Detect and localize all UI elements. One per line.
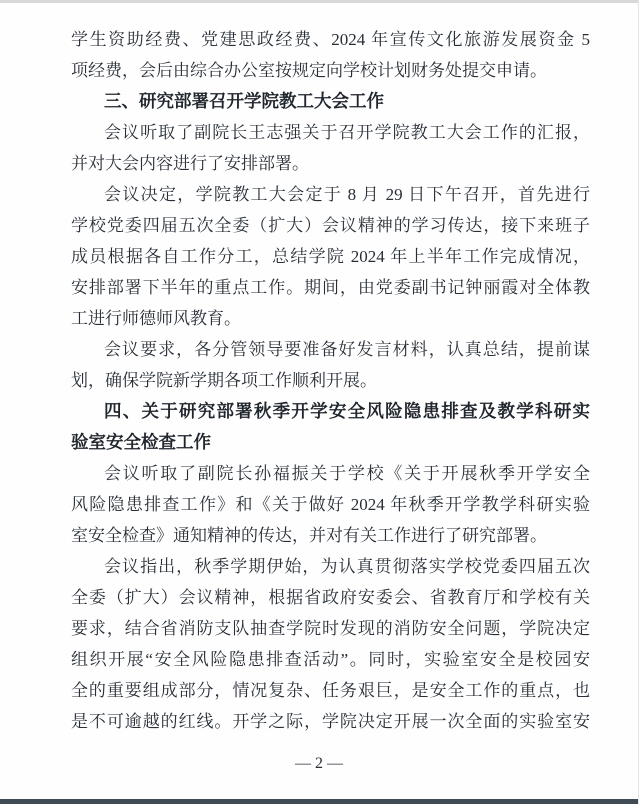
text-line-heading: 四、关于研究部署秋季开学安全风险隐患排查及教学科研实 <box>104 401 590 421</box>
text-line: 并对大会内容进行了安排部署。 <box>71 154 309 173</box>
text-line: 风险隐患排查工作》和《关于做好 2024 年秋季开学教学科研实验 <box>71 495 590 514</box>
scan-edge-bottom <box>0 799 638 804</box>
text-line: 全的重要组成部分，情况复杂、任务艰巨，是安全工作的重点，也 <box>71 681 590 700</box>
text-line: 会议听取了副院长王志强关于召开学院教工大会工作的汇报， <box>104 123 590 142</box>
text-line: 会议指出，秋季学期伊始，为认真贯彻落实学校党委四届五次 <box>104 557 590 576</box>
text-line: 学生资助经费、党建思政经费、2024 年宣传文化旅游发展资金 5 <box>71 30 590 49</box>
text-line: 会议要求，各分管领导要准备好发言材料，认真总结，提前谋 <box>104 340 590 359</box>
text-line: 安排部署下半年的重点工作。期间，由党委副书记钟丽霞对全体教 <box>71 278 590 297</box>
text-line: 会议决定，学院教工大会定于 8 月 29 日下午召开，首先进行 <box>104 185 590 204</box>
text-line: 项经费，会后由综合办公室按规定向学校计划财务处提交申请。 <box>71 61 547 80</box>
text-line: 成员根据各自工作分工，总结学院 2024 年上半年工作完成情况， <box>71 247 590 266</box>
text-line-heading: 验室安全检查工作 <box>71 432 211 452</box>
document-body <box>71 24 590 737</box>
text-line-heading: 三、研究部署召开学院教工大会工作 <box>104 91 384 111</box>
text-line: 会议听取了副院长孙福振关于学校《关于开展秋季开学安全 <box>104 464 590 483</box>
text-line: 全委（扩大）会议精神，根据省政府安委会、省教育厅和学校有关 <box>71 588 590 607</box>
text-line: 是不可逾越的红线。开学之际，学院决定开展一次全面的实验室安 <box>71 712 590 731</box>
text-line: 学校党委四届五次全委（扩大）会议精神的学习传达，接下来班子 <box>71 216 590 235</box>
text-line: 要求，结合省消防支队抽查学院时发现的消防安全问题，学院决定 <box>71 619 590 638</box>
text-line: 工进行师德师风教育。 <box>71 309 241 328</box>
page-number: — 2 — <box>295 755 343 772</box>
text-line: 划，确保学院新学期各项工作顺利开展。 <box>71 371 377 390</box>
text-line: 组织开展“安全风险隐患排查活动”。同时，实验室安全是校园安 <box>71 650 590 669</box>
scan-edge-top <box>0 0 638 3</box>
text-line: 室安全检查》通知精神的传达，并对有关工作进行了研究部署。 <box>71 526 547 545</box>
